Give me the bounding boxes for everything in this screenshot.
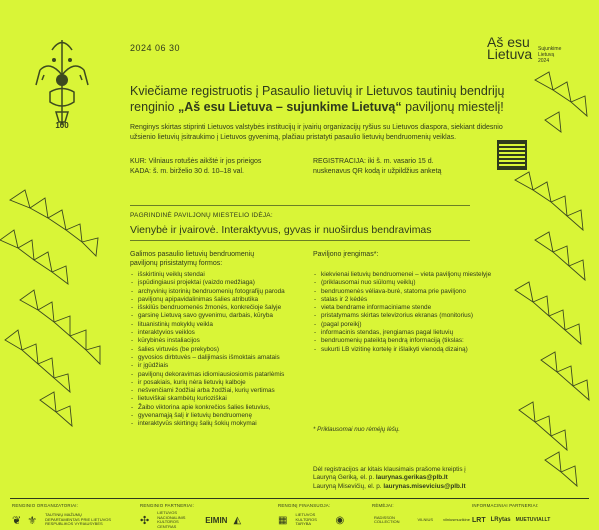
qr-code[interactable] — [497, 140, 527, 170]
where-block — [130, 157, 261, 177]
funders-logos — [278, 512, 368, 528]
event-date: 2024 06 30 — [130, 43, 181, 53]
idea-text: Vienybė ir įvairovė. Interaktyvus, gyvas ir nuoširdus bendravimas — [130, 224, 432, 236]
list-item: - sukurti LB vizitinę kortelę ir išlaikyti vienodą dizainą) — [313, 346, 513, 354]
brand-logo — [487, 36, 532, 60]
list-item: - gyvenamąją šalį ir lietuvių bendruomenę — [130, 412, 310, 420]
left-col-title1: Galimos pasaulio lietuvių bendruomenių — [130, 251, 255, 258]
list-item: - archyvinių istorinių bendruomenių fotografijų paroda — [130, 288, 310, 296]
funder-logo-icon: ◉ — [335, 514, 345, 526]
contact-prefix: Lauryną Geriką, el. p. — [313, 474, 376, 482]
headline-bold: „Aš esu Lietuva – sujunkime Lietuvą“ — [177, 100, 402, 114]
where-kada: KADA: š. m. birželio 30 d. 10–18 val. — [130, 168, 244, 175]
headline — [130, 83, 530, 115]
list-item: - pristatymams skirtas televizorius ekranas (monitorius) — [313, 312, 513, 320]
sponsor-logo: vilniusmuzikine — [443, 516, 470, 522]
list-item: - vieta bendrame informaciniame stende — [313, 304, 513, 312]
info-partners-logos — [472, 512, 596, 528]
brand-sub — [538, 46, 561, 64]
footer-label: RĖMĖJAI: — [372, 503, 394, 508]
where-kur: KUR: Vilniaus rotušės aikštė ir jos prieigos — [130, 158, 262, 165]
list-item: - kiekvienai lietuvių bendruomenei – vieta paviljonų miestelyje — [313, 271, 513, 279]
sponsor-logo: RADISSON COLLECTION — [374, 514, 400, 524]
right-col-title: Paviljono įrengimas*: — [313, 251, 379, 258]
footer-label: RENGINIO ORGANIZATORIAI: — [12, 503, 79, 508]
list-item: - išskirtinių veiklų stendai — [130, 271, 310, 279]
brand-sub1: Sujunkime — [538, 46, 562, 52]
email-link[interactable]: laurynas.misevicius@plb.lt — [383, 482, 466, 490]
contact-line2 — [313, 474, 533, 482]
list-item: - gyvosios dirbtuvės – dalijimasis išmoktais amatais — [130, 354, 310, 362]
brand-line1: Aš esu — [487, 34, 530, 50]
decorative-triangles-top-right — [525, 70, 595, 150]
info-logo: LRT — [472, 516, 486, 524]
divider — [130, 205, 470, 206]
list-item: - garsinę Lietuvą savo gyvenimu, darbais, kūryba — [130, 312, 310, 320]
footer-label: RENGINĮ FINANSUOJA: — [278, 503, 331, 508]
emblem-number: 100 — [55, 121, 69, 130]
decorative-triangles-right — [505, 170, 595, 510]
registration-line2: nuskenavus QR kodą ir užpildžius anketą — [313, 168, 442, 175]
list-item: - išskilūs bendruomenės žmonės, konkrečioje šalyje — [130, 304, 310, 312]
contact-line3 — [313, 483, 533, 491]
funder-logo: LIETUVOS KULTŪROS TARYBA — [295, 512, 317, 527]
right-col-list — [313, 271, 513, 354]
contact-block — [313, 466, 533, 491]
list-item: - ir įgūdžiais — [130, 362, 310, 370]
list-item: - stalas ir 2 kėdės — [313, 296, 513, 304]
headline-line1: Kviečiame registruotis į Pasaulio lietuvių ir Lietuvos tautinių bendrijų — [130, 84, 505, 98]
email-link[interactable]: laurynas.gerikas@plb.lt — [375, 474, 448, 482]
list-item: - paviljonų dekoravimas idiomiausiosiomis patarlėmis — [130, 371, 310, 379]
partner-logo-icon: ◭ — [233, 514, 242, 526]
footer-label: RENGINIO PARTNERIAI: — [140, 503, 195, 508]
intro-text: Renginys skirtas stiprinti Lietuvos valstybės institucijų ir įvairių organizacijų ryšius su Lietuvos diaspora, siekiant didesnio užsienio lietuvių įsitraukimo į Lietuvos gyvenimą, plačiau pristatyti pasaulio lietuvių bendruomenių veiklas. — [130, 124, 503, 141]
list-item: - bendruomenės vėliava-burė, statoma prie paviljono — [313, 288, 513, 296]
idea-label: PAGRINDINĖ PAVILJONŲ MIESTELIO IDĖJA: — [130, 212, 273, 219]
registration-block — [313, 157, 483, 177]
sponsor-logo: VILNIUS — [417, 516, 434, 522]
organizers-logos — [12, 512, 132, 528]
partner-logo: LIETUVOS NACIONALINIS KULTŪROS CENTRAS — [157, 510, 186, 529]
list-item: - lietuviškai skambėtų kurioziškai — [130, 395, 310, 403]
decorative-triangles-left — [0, 180, 130, 440]
headline-line2 — [130, 99, 530, 115]
list-item: - lituanistinių mokyklų veikla — [130, 321, 310, 329]
list-item: - interaktyvūs skirtingų šalių šokių mokymai — [130, 420, 310, 428]
brand-line2: Lietuva — [487, 46, 533, 62]
list-item: - įspūdingiausi projektai (vaizdo medžiaga) — [130, 279, 310, 287]
organizer-logo-icon: ⚜ — [27, 514, 38, 527]
headline-prefix: renginio — [130, 100, 178, 114]
info-logo: MUETUVIAI.LT — [515, 517, 551, 523]
list-item: - informacinis stendas, įrengiamas pagal lietuvių — [313, 329, 513, 337]
list-item: - šalies virtuvės (be prekybos) — [130, 346, 310, 354]
list-item: - paviljonų apipavidalinimas šalies atributika — [130, 296, 310, 304]
sponsors-logos — [372, 512, 472, 528]
list-item: - (priklausomai nuo siūlomų veiklų) — [313, 279, 513, 287]
left-col-title — [130, 250, 300, 268]
left-col-list — [130, 271, 310, 429]
footer-divider — [10, 498, 589, 499]
footnote: * Priklausomai nuo rėmėjų lėšų. — [313, 426, 401, 433]
list-item: - nešvenčiami žodžiai arba žodžiai, kurių vertimas — [130, 387, 310, 395]
partners-logos — [140, 512, 270, 528]
brand-sub3: 2024 — [538, 58, 550, 64]
organizer-logo-icon: ❦ — [12, 514, 22, 527]
organizer-logo: TAUTINIŲ MAŽUMŲ DEPARTAMENTAS PRIE LIETUVOS RESPUBLIKOS VYRIAUSYBĖS — [45, 512, 112, 527]
partner-logo: EIMIN — [205, 515, 228, 525]
divider — [130, 240, 470, 241]
list-item: - kūrybinės instaliacijos — [130, 337, 310, 345]
footer-label: INFORMACINIAI PARTNERIAI: — [472, 503, 539, 508]
headline-suffix: paviljonų miestelį! — [401, 100, 504, 114]
partner-logo-icon: ✣ — [140, 514, 150, 527]
list-item: - ir posakiais, kurių nėra lietuvių kalboje — [130, 379, 310, 387]
list-item: - interaktyvios veiklos — [130, 329, 310, 337]
funder-logo-icon: ▦ — [278, 514, 288, 526]
list-item: - bendruomenių pateiktą bendrą informaciją (tikslas: — [313, 337, 513, 345]
list-item: - Žaibo viktorina apie konkrečios šalies lietuvius, — [130, 404, 310, 412]
registration-line1: REGISTRACIJA: iki š. m. vasario 15 d. — [313, 158, 434, 165]
brand-sub2: Lietuvą — [538, 52, 555, 58]
contact-prefix: Lauryną Misevičių, el. p. — [313, 482, 384, 490]
left-col-title2: paviljonų prisistatymų formos: — [130, 260, 223, 267]
contact-line1: Dėl registracijos ar kitais klausimais prašome kreiptis į — [313, 466, 466, 473]
info-logo: LRytas — [490, 517, 511, 523]
list-item: - (pagal poreikį) — [313, 321, 513, 329]
